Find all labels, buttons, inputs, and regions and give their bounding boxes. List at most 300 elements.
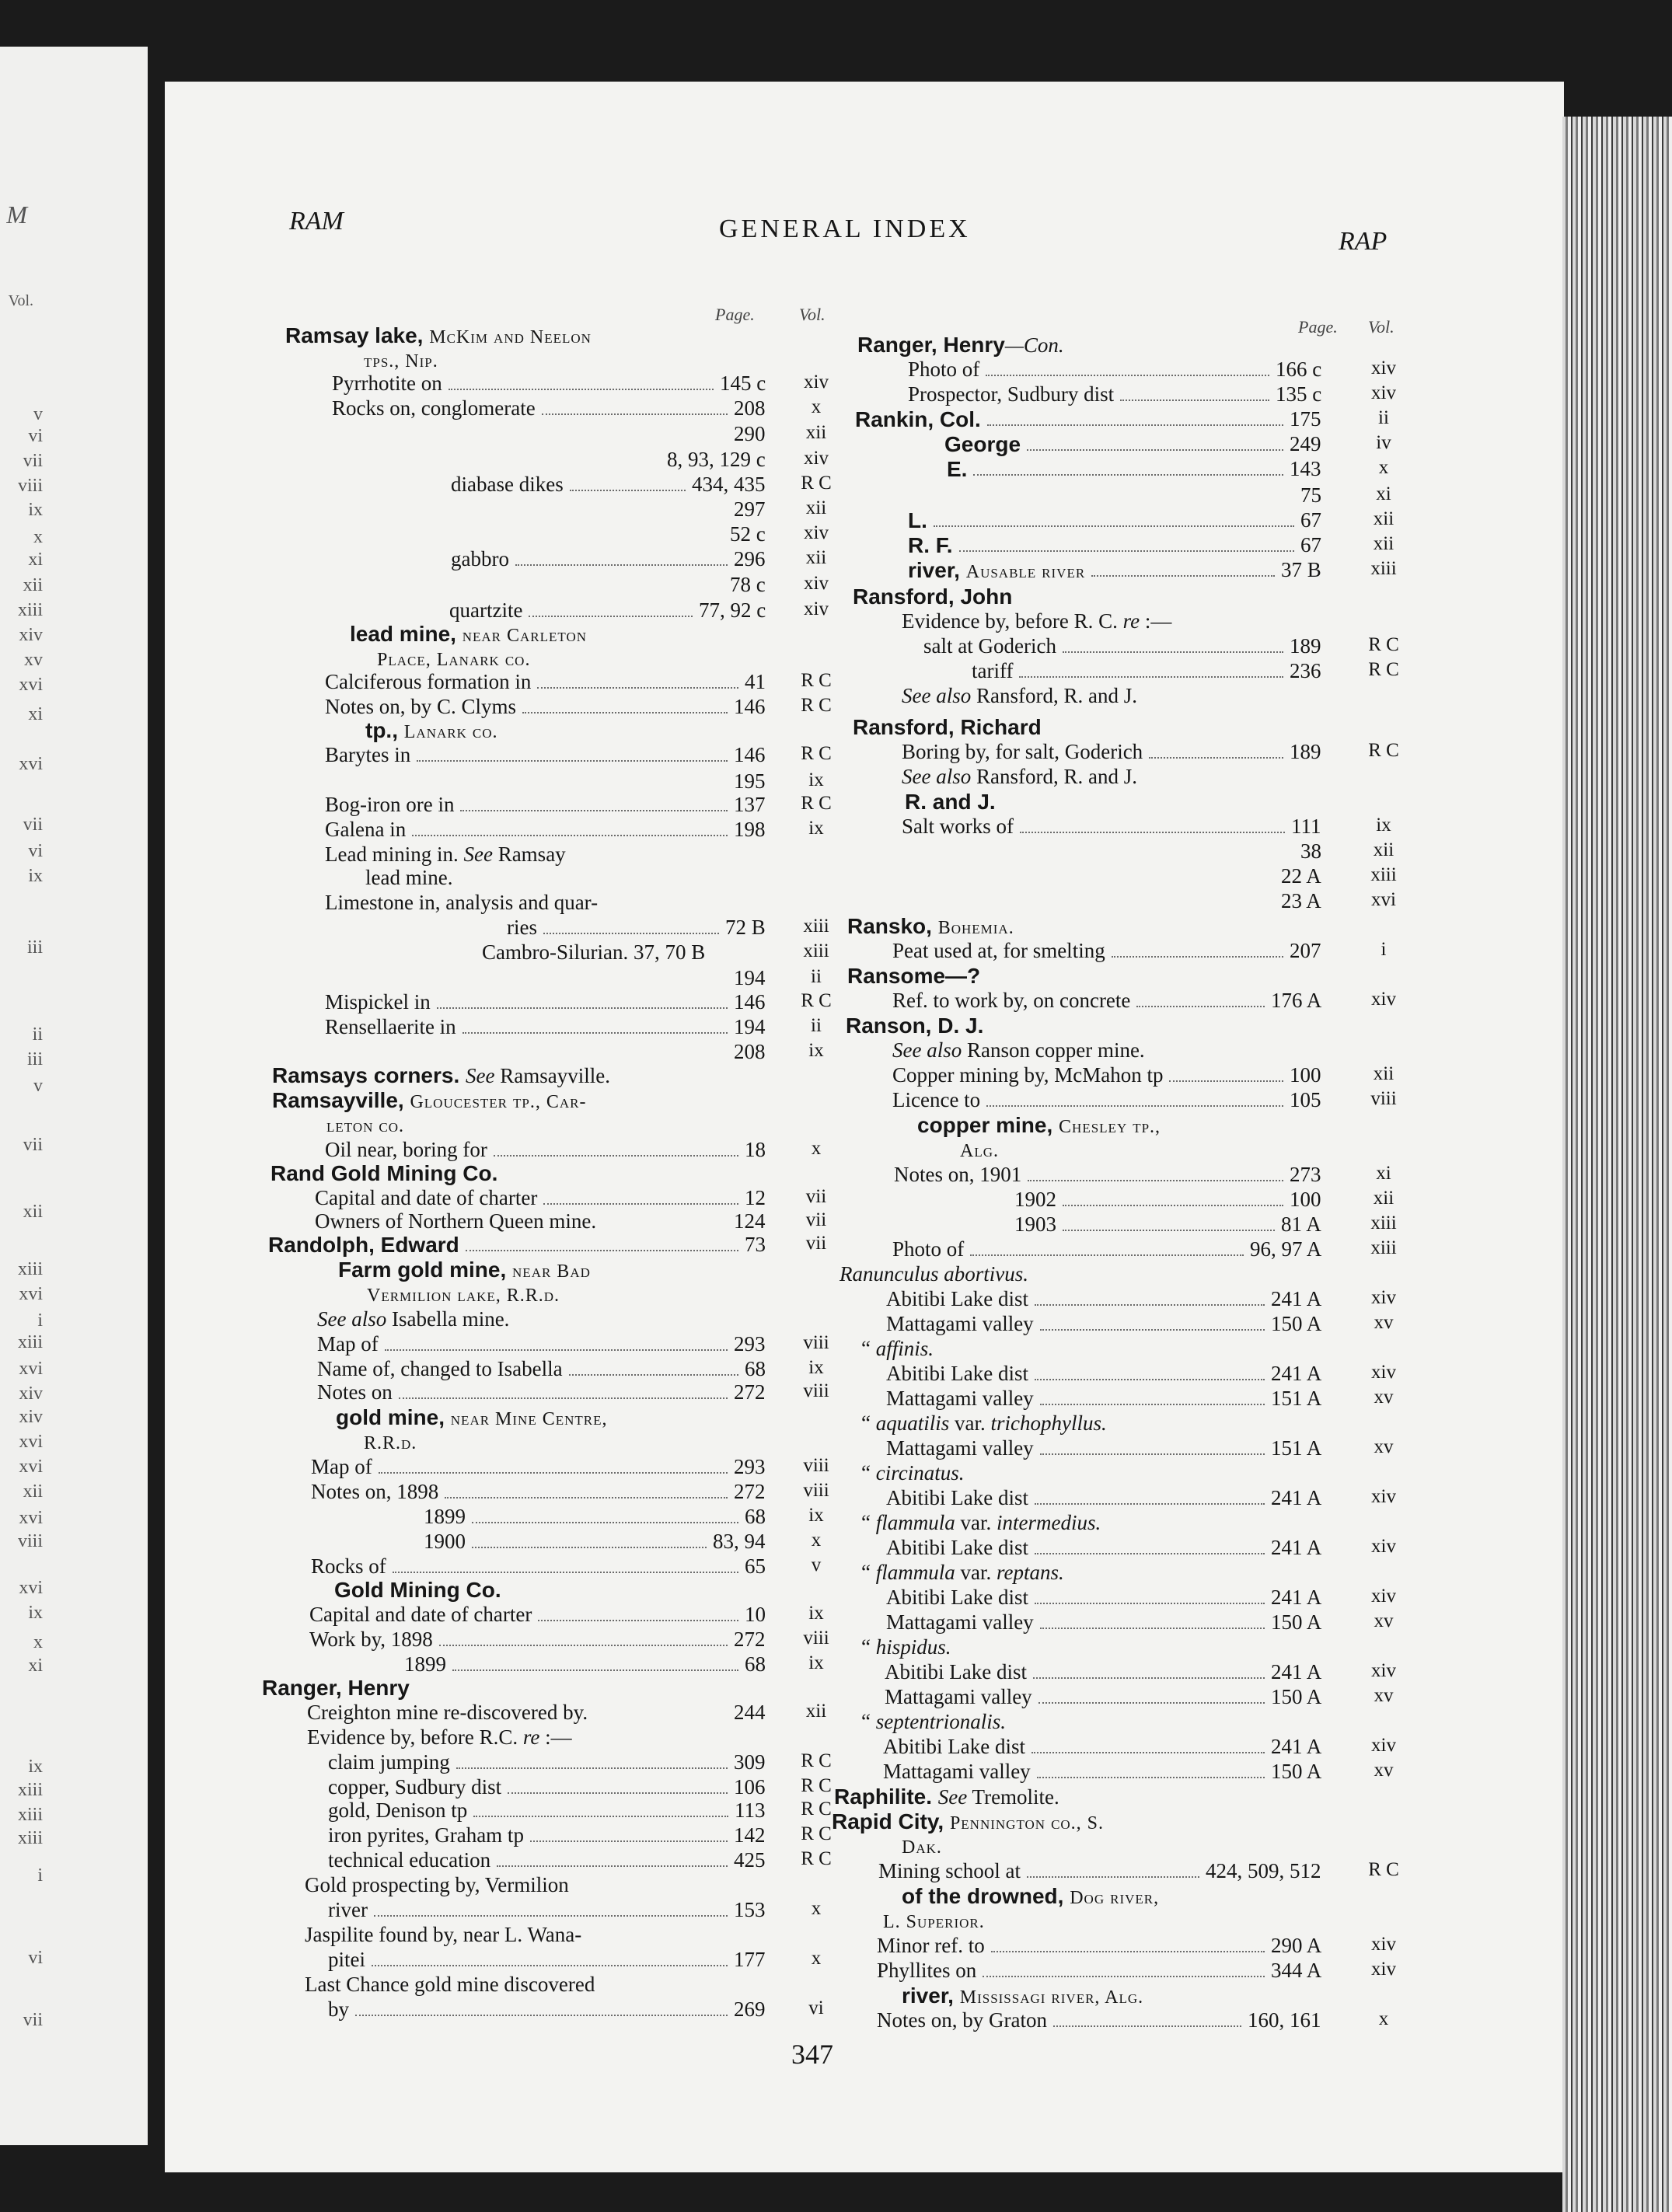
dot-leader — [1020, 815, 1285, 833]
entry-subtext: Isabella mine. — [386, 1307, 510, 1331]
page-reference: 111 — [1291, 815, 1321, 838]
entry-subtext: Notes on — [317, 1380, 393, 1404]
page-reference: 100 — [1290, 1188, 1321, 1211]
entry-location: Dog river, — [1070, 1888, 1160, 1908]
entry-text — [262, 1676, 410, 1701]
entry-text — [365, 718, 498, 743]
dot-leader — [497, 1848, 728, 1867]
entry-location: Lanark co. — [403, 722, 498, 742]
entry-subtext: 1899 — [424, 1505, 466, 1528]
volume-reference: xv — [1374, 1760, 1394, 1781]
entry-subtext: gold, Denison tp — [328, 1799, 468, 1822]
entry-text — [902, 1884, 1159, 1909]
entry-text — [923, 634, 1056, 658]
dot-leader — [542, 396, 728, 415]
volume-reference: R C — [1368, 1859, 1399, 1880]
entry-heading: Rapid City, — [832, 1809, 950, 1833]
facing-page-vol-numeral: xvi — [19, 1457, 43, 1477]
page-reference: 68 — [745, 1652, 766, 1676]
dot-leader — [983, 1959, 1265, 1977]
volume-reference: xv — [1374, 1387, 1394, 1408]
entry-subtext: Gold prospecting by, Vermilion — [305, 1873, 569, 1896]
entry-subtext: —Con. — [1004, 333, 1064, 357]
volume-reference: xiv — [804, 573, 829, 594]
volume-reference: xii — [1373, 839, 1394, 860]
entry-text — [307, 1701, 588, 1725]
page-reference: 189 — [1290, 634, 1321, 658]
dot-leader — [508, 1775, 728, 1794]
volume-reference: xiii — [803, 916, 829, 937]
entry-heading: Ramsay lake, — [285, 323, 430, 347]
page-reference: 272 — [734, 1380, 766, 1404]
entry-text — [285, 323, 592, 348]
page-reference: 344 A — [1271, 1959, 1322, 1982]
page-reference: 96, 97 A — [1250, 1237, 1322, 1261]
entry-subtext: Abitibi Lake dist — [886, 1586, 1028, 1609]
page-reference: 241 A — [1271, 1287, 1322, 1310]
facing-page-vol-numeral: iii — [26, 1049, 43, 1069]
page-reference: 434, 435 — [692, 473, 766, 496]
volume-reference: xiv — [1371, 1536, 1396, 1557]
entry-heading: lead mine, — [350, 622, 463, 646]
facing-page-vol-numeral: xiii — [17, 1828, 43, 1848]
entry-subtext: Mattagami valley — [886, 1436, 1034, 1460]
entry-text — [883, 1909, 985, 1933]
dot-leader — [379, 1455, 728, 1474]
entry-subtext: Licence to — [892, 1088, 981, 1111]
entry-text — [902, 765, 1137, 789]
volume-reference: xiv — [1371, 1934, 1396, 1955]
dot-leader — [1063, 1188, 1283, 1206]
entry-text — [847, 964, 980, 989]
dot-leader — [374, 1898, 728, 1917]
entry-location: Ausable river — [965, 562, 1086, 582]
entry-text — [877, 1934, 985, 1958]
entry-heading: L. — [908, 508, 927, 532]
dot-leader — [959, 533, 1294, 552]
entry-text — [365, 866, 452, 890]
volume-reference: xv — [1374, 1312, 1394, 1333]
entry-location: Vermilion lake, R.R.d. — [367, 1286, 560, 1306]
dot-leader — [986, 358, 1269, 376]
page-reference: 166 c — [1276, 358, 1322, 381]
entry-text — [332, 372, 442, 396]
entry-text — [325, 793, 454, 817]
entry-location: near Carleton — [462, 626, 588, 646]
facing-page-vol-numeral: xvi — [19, 1284, 43, 1304]
entry-text — [326, 1113, 404, 1137]
page-reference: 198 — [734, 818, 766, 841]
volume-reference: ii — [1378, 407, 1389, 428]
volume-reference: ix — [1376, 815, 1391, 836]
entry-subtext: Calciferous formation in — [325, 670, 532, 693]
dot-leader — [1035, 1362, 1265, 1380]
volume-reference: xiv — [1371, 382, 1396, 403]
entry-subtext: Rensellaerite in — [325, 1015, 456, 1038]
volume-reference: x — [1378, 2008, 1389, 2029]
entry-subtext: Ramsay — [492, 843, 566, 866]
entry-subtext: Mattagami valley — [885, 1685, 1032, 1708]
book-page-edges — [1562, 117, 1672, 2212]
page-reference: 73 — [745, 1233, 766, 1256]
dot-leader — [449, 372, 714, 390]
entry-text — [272, 1063, 610, 1088]
facing-page-vol-numeral: xiii — [17, 1780, 43, 1800]
dot-leader — [1063, 634, 1283, 653]
entry-location: near Mine Centre, — [450, 1409, 608, 1429]
volume-reference: vii — [805, 1209, 827, 1230]
facing-page-vol-numeral: xvi — [19, 1508, 43, 1528]
entry-text — [350, 622, 587, 647]
dot-leader — [569, 1357, 738, 1376]
page-reference: 296 — [734, 547, 766, 570]
dot-leader — [515, 547, 728, 566]
entry-text — [325, 891, 598, 915]
entry-text — [861, 1561, 1064, 1585]
page-reference: 105 — [1290, 1088, 1321, 1111]
entry-text — [334, 1578, 501, 1603]
entry-location: Alg. — [960, 1141, 999, 1161]
volume-reference: xiii — [1370, 1237, 1397, 1258]
volume-reference: ix — [808, 1357, 824, 1378]
entry-text — [886, 1312, 1034, 1336]
entry-text — [332, 396, 536, 420]
volume-reference: xii — [1373, 1063, 1394, 1084]
page-reference: 68 — [745, 1505, 766, 1528]
entry-heading: Gold Mining Co. — [334, 1578, 501, 1602]
page-reference: 290 — [734, 422, 766, 445]
entry-subtext: Peat used at, for smelting — [892, 939, 1105, 962]
page-reference: 77, 92 c — [699, 598, 766, 622]
entry-text — [404, 1652, 446, 1676]
page-reference: 160, 161 — [1248, 2008, 1321, 2032]
volume-reference: x — [811, 1530, 822, 1551]
volume-reference: R C — [801, 473, 832, 494]
page-reference: 177 — [734, 1948, 766, 1971]
entry-text — [449, 598, 522, 623]
entry-text — [364, 1430, 417, 1454]
volume-reference: xiv — [1371, 1287, 1396, 1308]
entry-heading: of the drowned, — [902, 1884, 1070, 1908]
dot-leader — [1028, 1163, 1283, 1181]
entry-text — [1014, 1212, 1056, 1237]
entry-subtext: Mispickel in — [325, 990, 431, 1014]
entry-text — [853, 715, 1042, 740]
entry-heading: Rankin, Col. — [855, 407, 981, 431]
right-page-column-header: Page. — [1298, 317, 1338, 337]
volume-reference: viii — [803, 1455, 829, 1476]
entry-text — [311, 1455, 372, 1479]
facing-page-vol-numeral: xiii — [17, 1259, 43, 1279]
entry-text — [861, 1337, 934, 1361]
entry-text — [857, 333, 1064, 358]
entry-heading: Rand Gold Mining Co. — [271, 1161, 498, 1185]
facing-page-vol-numeral: xii — [23, 1481, 43, 1502]
entry-text — [367, 1282, 560, 1307]
entry-text — [272, 1088, 586, 1113]
dot-leader — [385, 1332, 728, 1351]
entry-text — [886, 1610, 1034, 1635]
entry-subtext: Evidence by, before R.C. — [307, 1725, 523, 1749]
entry-text — [832, 1809, 1104, 1834]
entry-text — [317, 1307, 509, 1331]
entry-subtext: Phyllites on — [877, 1959, 977, 1982]
page-reference: 241 A — [1271, 1536, 1322, 1559]
page-reference: 241 A — [1271, 1660, 1322, 1683]
entry-subtext: ries — [507, 916, 537, 939]
entry-subtext: Ref. to work by, on concrete — [892, 989, 1131, 1012]
entry-text — [328, 1948, 365, 1972]
running-head-title: GENERAL INDEX — [719, 215, 971, 243]
dot-leader — [1033, 1660, 1265, 1679]
entry-text — [311, 1554, 386, 1579]
volume-reference: x — [1378, 457, 1389, 478]
entry-subtext: Abitibi Lake dist — [883, 1735, 1025, 1758]
entry-subtext: Copper mining by, McMahon tp — [892, 1063, 1164, 1087]
dot-leader — [472, 1505, 738, 1523]
page-reference: 124 — [734, 1209, 766, 1233]
dot-leader — [543, 1186, 738, 1205]
page-reference: 78 c — [730, 573, 766, 596]
running-head-left: RAM — [289, 207, 344, 236]
dot-leader — [1035, 1486, 1265, 1505]
entry-subtext: Rocks on, conglomerate — [332, 396, 536, 420]
entry-subtext: Abitibi Lake dist — [885, 1660, 1027, 1683]
volume-reference: xv — [1374, 1685, 1394, 1706]
entry-subtext: Tremolite. — [967, 1785, 1059, 1809]
volume-reference: R C — [801, 1823, 832, 1844]
page-reference: 41 — [745, 670, 766, 693]
dot-leader — [1040, 1436, 1265, 1455]
dot-leader — [1063, 1212, 1275, 1231]
entry-subtext: 1902 — [1014, 1188, 1056, 1211]
dot-leader — [529, 598, 693, 617]
entry-text — [861, 1635, 951, 1659]
entry-text — [944, 432, 1021, 457]
dot-leader — [1019, 659, 1283, 678]
facing-page-vol-numeral: xvi — [19, 754, 43, 774]
page-reference: 290 A — [1271, 1934, 1322, 1957]
entry-subtext: Jaspilite found by, near L. Wana- — [305, 1923, 582, 1946]
entry-location: near Bad — [512, 1261, 591, 1282]
entry-text — [883, 1760, 1031, 1784]
facing-page-vol-numeral: vi — [28, 841, 43, 861]
page-reference: 67 — [1300, 533, 1321, 556]
entry-subtext: Salt works of — [902, 815, 1014, 838]
entry-subtext: salt at Goderich — [923, 634, 1056, 658]
entry-subtext: Name of, changed to Isabella — [317, 1357, 563, 1380]
volume-reference: xv — [1374, 1610, 1394, 1631]
page-reference: 241 A — [1271, 1586, 1322, 1609]
entry-subtext: flammula — [875, 1511, 955, 1534]
dot-leader — [537, 670, 738, 689]
volume-reference: vii — [805, 1233, 827, 1254]
entry-heading: river, — [902, 1983, 960, 2008]
entry-text — [861, 1411, 1107, 1436]
entry-text — [902, 684, 1137, 708]
page-reference: 150 A — [1271, 1760, 1322, 1783]
entry-text — [451, 473, 564, 497]
page-reference: 18 — [745, 1138, 766, 1161]
page-reference: 145 c — [720, 372, 766, 395]
volume-reference: x — [811, 1138, 822, 1159]
entry-location: Chesley tp., — [1059, 1117, 1161, 1137]
entry-subtext: Minor ref. to — [877, 1934, 985, 1957]
volume-reference: viii — [803, 1480, 829, 1501]
entry-text — [424, 1530, 466, 1554]
dot-leader — [494, 1138, 738, 1157]
facing-page-vol-numeral: iii — [26, 937, 43, 958]
entry-subtext: “ — [861, 1635, 876, 1659]
facing-page-vol-numeral: xiv — [19, 1407, 43, 1427]
entry-subtext: septentrionalis. — [875, 1710, 1006, 1733]
page-reference: 425 — [734, 1848, 766, 1872]
facing-page-vol-numeral: xiii — [17, 600, 43, 620]
entry-text — [507, 916, 537, 940]
entry-text — [877, 2008, 1047, 2032]
entry-subtext: river — [328, 1898, 368, 1921]
facing-page-vol-numeral: x — [33, 1632, 43, 1652]
entry-text — [328, 1799, 467, 1823]
entry-heading: Raphilite. — [834, 1785, 938, 1809]
entry-subtext: Notes on, 1901 — [894, 1163, 1022, 1186]
entry-text — [960, 1138, 999, 1162]
entry-text — [917, 1113, 1161, 1138]
volume-reference: xiv — [1371, 1362, 1396, 1383]
entry-text — [328, 1848, 490, 1872]
dot-leader — [987, 407, 1283, 426]
dot-leader — [399, 1380, 728, 1399]
volume-reference: xii — [805, 1701, 827, 1722]
entry-location: Mississagi river, Alg. — [959, 1987, 1144, 2008]
volume-reference: R C — [801, 793, 832, 814]
entry-text — [315, 1209, 596, 1233]
dot-leader — [1040, 1610, 1265, 1629]
page-reference: 194 — [734, 966, 766, 989]
volume-reference: R C — [801, 990, 832, 1011]
entry-heading: Ransko, — [847, 914, 938, 938]
entry-subtext: intermedius. — [997, 1511, 1101, 1534]
entry-text — [902, 815, 1014, 839]
entry-subtext: “ — [861, 1337, 876, 1360]
entry-subtext: “ — [861, 1710, 876, 1733]
facing-page-vol-numeral: ix — [28, 1603, 43, 1623]
entry-heading: river, — [908, 558, 966, 582]
dot-leader — [1031, 1735, 1265, 1753]
entry-text — [325, 695, 516, 719]
page-reference: 272 — [734, 1480, 766, 1503]
facing-page-vol-numeral: ii — [32, 1024, 43, 1045]
entry-subtext: Ranunculus abortivus. — [839, 1262, 1028, 1286]
entry-subtext: Abitibi Lake dist — [886, 1486, 1028, 1509]
volume-reference: ix — [808, 1040, 824, 1061]
entry-subtext: copper, Sudbury dist — [328, 1775, 502, 1799]
volume-reference: R C — [801, 1750, 832, 1771]
entry-subtext: pitei — [328, 1948, 365, 1971]
entry-text — [908, 382, 1114, 406]
entry-text — [892, 989, 1130, 1013]
volume-reference: ii — [811, 966, 822, 987]
page-reference: 194 — [734, 1015, 766, 1038]
entry-text — [305, 1923, 581, 1947]
page-reference: 244 — [734, 1701, 766, 1724]
volume-reference: xiv — [804, 598, 829, 619]
volume-reference: iv — [1376, 432, 1391, 453]
volume-reference: R C — [801, 743, 832, 764]
entry-text — [424, 1505, 466, 1529]
entry-subtext: Owners of Northern Queen mine. — [315, 1209, 597, 1233]
entry-text — [892, 1063, 1163, 1087]
volume-reference: ii — [811, 1015, 822, 1036]
volume-reference: x — [811, 396, 822, 417]
volume-reference: xiv — [1371, 1586, 1396, 1607]
facing-page-vol-numeral: vi — [28, 426, 43, 446]
volume-reference: x — [811, 1898, 822, 1919]
entry-subtext: “ — [861, 1461, 876, 1485]
entry-subtext: 1899 — [404, 1652, 446, 1676]
entry-subtext: Abitibi Lake dist — [886, 1362, 1028, 1385]
entry-text — [894, 1163, 1021, 1187]
entry-subtext: circinatus. — [875, 1461, 965, 1485]
dot-leader — [466, 1233, 738, 1251]
page-reference: 207 — [1290, 939, 1321, 962]
entry-subtext: See also — [902, 765, 972, 788]
volume-reference: xiv — [804, 448, 829, 469]
entry-subtext: Map of — [317, 1332, 379, 1355]
entry-subtext: aquatilis — [875, 1411, 950, 1435]
dot-leader — [973, 457, 1283, 476]
dot-leader — [570, 473, 686, 491]
page-reference: 38 — [1300, 839, 1321, 863]
dot-leader — [437, 990, 728, 1009]
dot-leader — [1091, 558, 1275, 577]
page-reference: 151 A — [1271, 1436, 1322, 1460]
facing-page-vol-numeral: xvi — [19, 1578, 43, 1598]
dot-leader — [1035, 1586, 1265, 1604]
dot-leader — [1040, 1312, 1265, 1331]
entry-subtext: Ransford, R. and J. — [971, 684, 1137, 707]
entry-subtext: Abitibi Lake dist — [886, 1287, 1028, 1310]
page-reference: 146 — [734, 990, 766, 1014]
dot-leader — [1027, 432, 1283, 451]
entry-heading: Randolph, Edward — [268, 1233, 459, 1257]
entry-location: Bohemia. — [937, 918, 1014, 938]
entry-subtext: Photo of — [892, 1237, 965, 1261]
entry-subtext: Barytes in — [325, 743, 411, 766]
volume-reference: xiii — [803, 940, 829, 961]
entry-subtext: hispidus. — [875, 1635, 951, 1659]
entry-subtext: Cambro-Silurian. 37, 70 B — [482, 940, 706, 964]
entry-location: tps., Nip. — [364, 351, 438, 372]
page-reference: 208 — [734, 1040, 766, 1063]
dot-leader — [1035, 1536, 1265, 1554]
entry-text — [317, 1357, 563, 1381]
entry-location: Place, Lanark co. — [377, 650, 531, 670]
dot-leader — [530, 1823, 728, 1842]
entry-subtext: Last Chance gold mine discovered — [305, 1973, 595, 1996]
page-reference: 142 — [734, 1823, 766, 1847]
entry-heading: Farm gold mine, — [338, 1258, 513, 1282]
entry-subtext: Ramsayville. — [494, 1064, 610, 1087]
entry-subtext: Galena in — [325, 818, 407, 841]
dot-leader — [412, 818, 728, 836]
entry-subtext: re — [522, 1725, 540, 1749]
entry-subtext: Notes on, 1898 — [311, 1480, 439, 1503]
entry-location: McKim and Neelon — [429, 327, 592, 347]
volume-reference: R C — [801, 1799, 832, 1819]
volume-reference: xii — [1373, 1188, 1394, 1209]
page-reference: 106 — [734, 1775, 766, 1799]
